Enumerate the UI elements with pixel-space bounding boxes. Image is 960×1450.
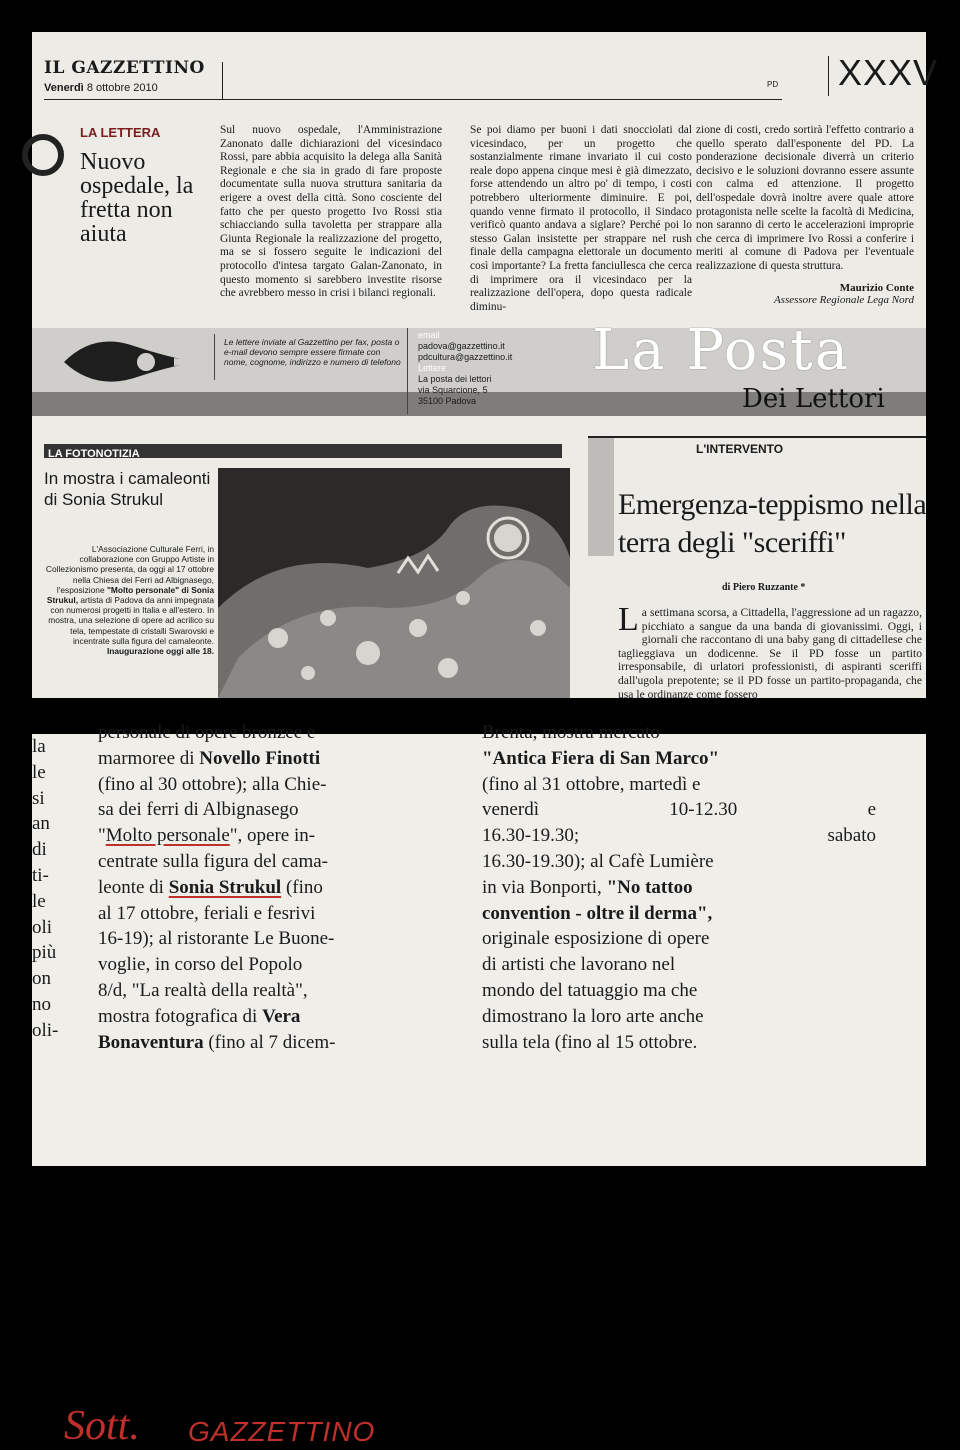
posta-divider <box>214 334 215 380</box>
masthead-divider <box>222 62 223 100</box>
section-label: PD <box>767 80 779 89</box>
newspaper-page-clipping <box>32 32 939 701</box>
quill-pen-icon <box>54 332 204 392</box>
posta-title: La Posta <box>592 318 851 383</box>
fotonotizia-bar: LA FOTONOTIZIA <box>44 444 562 458</box>
intervento-kicker: L'INTERVENTO <box>696 442 784 456</box>
chameleon-artwork-photo <box>218 468 570 698</box>
fotonotizia-headline: In mostra i camaleonti di Sonia Strukul <box>44 469 211 509</box>
intervento-headline: Emergenza-teppismo nella terra degli "sceriffi" <box>618 488 927 559</box>
page-number: XXXV <box>838 52 939 93</box>
event-listing-clipping <box>32 722 926 1449</box>
intervento-side-bar <box>588 436 614 556</box>
listing-left-column: personale di opere bronzee e marmoree di Novello Finotti (fino al 30 ottobre); alla Chie- sa dei ferri di Albignasego "Molto personale", opere in- centrate sulla figura del cama- leonte di Sonia Strukul (fino al 17 ottobre, feriali e fesrivi 16-19); al ristorante Le Buone- voglie, in corso del Popolo 8/d, "La realtà della realtà", mostra fotografica di Vera Bonaventura (fino al 7 dicem- <box>98 722 336 1053</box>
intervento-rule <box>588 436 926 438</box>
intervento-body: La settimana scorsa, a Cittadella, l'aggressione ad un ragazzo, picchiato a sangue da una banda di giovanissimi. Oggi, i giornali che raccontano di una baby gang di cittadellese che taglieggiava un dodicenne. Se il PD fosse un partito irresponsabile, di urlatori professionisti, di aspiranti sceriffi dall'ugola prepotente; se il PD fosse un partito-propaganda, che usa le ordinanze come fossero <box>618 601 922 701</box>
lettera-signature: Maurizio Conte Assessore Regionale Lega Nord <box>773 282 914 306</box>
lettera-column-3: zione di costi, credo sortirà l'effetto contrario a quello sperato dall'esponente del PD. La ponderazione decisionale diverrà un criterio decisivo e le soluzioni dovranno essere assunte con calma ed attenzione. Il progetto dell'ospedale dovrà inoltre avere quale attore protagonista nelle scelte la facoltà di Medicina, non saranno di certo le accelerazioni improprie che cerca di imprimere Ivo Rossi a conferire i meriti al comune di Padova per l'eventuale realizzazione di questa struttura. <box>696 124 914 272</box>
cut-column-edge: la le si an di ti- le oli più on no oli- <box>32 736 59 1041</box>
underline-molto-personale: Molto personale <box>105 825 230 847</box>
handwritten-source: GAZZETTINO <box>188 1416 376 1447</box>
masthead-title: IL GAZZETTINO <box>44 58 205 78</box>
posta-note: Le lettere inviate al Gazzettino per fax, posta o e-mail devono sempre essere firmate con nome, cognome, indirizzo e numero di telefono <box>224 337 401 367</box>
lettera-column-2: Se poi diamo per buoni i dati snocciolati dal vicesindaco, per un progetto che sostanzialmente rimane invariato il cui costo reale dopo appena cinque mesi è già dimezzato, forse attendendo un altro po' di tempo, i costi potrebbero ulteriormente diminuire. E poi, quando venne firmato il protocollo, il Sindaco verificò quanto andava a siglare? Perché poi lo stesso Galan insistette per strappare nel rush finale della campagna elettorale un documento così importante? La fretta fanciullesca che cerca di imprimere ora il vicesindaco per la realizzazione dell'opera, dopo questa radicale diminu- <box>470 124 692 313</box>
lettera-headline: Nuovo ospedale, la fretta non aiuta <box>80 149 194 247</box>
masthead-line <box>222 99 782 100</box>
posta-subtitle: Dei Lettori <box>742 384 885 414</box>
page-divider <box>828 56 829 96</box>
quote-circle-icon <box>22 134 64 176</box>
posta-divider-2 <box>407 328 408 414</box>
posta-contacts: email padova@gazzettino.it pdcultura@gazzettino.it Lettere La posta dei lettori via Squarcione, 5 35100 Padova <box>418 330 513 406</box>
lettera-kicker: LA LETTERA <box>80 125 161 140</box>
masthead-date: Venerdì 8 ottobre 2010 <box>44 82 158 94</box>
underline-sonia-strukul: Sonia Strukul <box>168 876 282 898</box>
lettera-column-1: Sul nuovo ospedale, l'Amministrazione Zanonato dalle dichiarazioni del vicesindaco Rossi, pare abbia acquisito la delega alla Sanità Regionale e che sia in grado di fare proposte documentate sulla nuova struttura sanitaria da erigere a ovest della città. Sono cosciente del fatto che per questo progetto Ivo Rossi stia schiacciando sulla tavoletta per strappare alla Giunta Regionale la realizzazione del progetto, ma se si fossero seguite le indicazioni del protocollo d'intesa targato Galan-Zanonato, in questo momento si sarebbero investite risorse che avrebbero messo in crisi i bilanci regionali. <box>220 124 442 300</box>
fotonotizia-text: L'Associazione Culturale Ferri, in collaborazione con Gruppo Artiste in Collezionismo presenta, da oggi al 17 ottobre nella Chiesa dei Ferri ad Albignasego, l'esposizione "Molto personale" di Sonia Strukul, artista di Padova da anni impegnata con numerosi progetti in Italia e all'estero. In mostra, una selezione di opere ad acrilico su tela, tempestate di cristalli Swarovski e incentrate sulla figura del camaleonte. Inaugurazione oggi alle 18. <box>45 544 214 657</box>
listing-right-column: Brenta, mostra mercato "Antica Fiera di San Marco" (fino al 31 ottobre, martedì e venerdì 10-12.30 e 16.30-19.30; sabato 16.30-19.30); al Cafè Lumière in via Bonporti, "No tattoo convention - oltre il derma", originale esposizione di opere di artisti che lavorano nel mondo del tatuaggio ma che dimostrano la loro arte anche sulla tela (fino al 15 ottobre. <box>482 722 876 1053</box>
masthead-rule <box>44 99 222 100</box>
intervento-byline: di Piero Ruzzante * <box>722 582 806 593</box>
handwritten-note: Sott. <box>64 1403 140 1449</box>
